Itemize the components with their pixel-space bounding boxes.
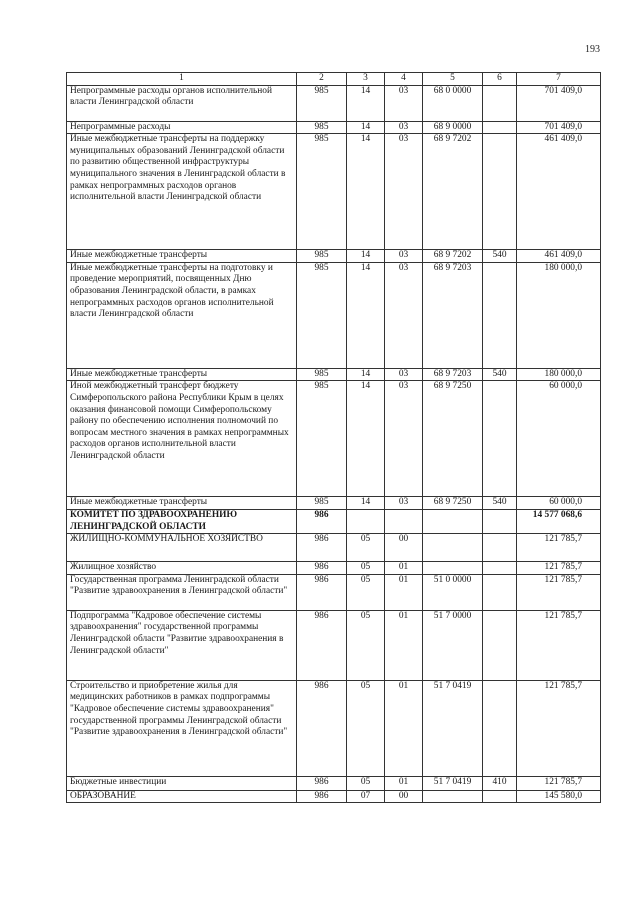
row-code-subsection: 03 [385, 121, 423, 134]
row-name: Иные межбюджетные трансферты на подготовку и проведение мероприятий, посвященных Дню образования Ленинградской области, в рамках непрограммных расходов органов исполнительной власти Ленинградской области [67, 262, 297, 368]
row-code-section: 05 [347, 680, 385, 776]
row-code-target: 51 7 0419 [423, 776, 483, 790]
col-header: 1 [67, 73, 297, 86]
row-amount: 121 785,7 [517, 610, 601, 680]
row-code-subsection: 01 [385, 680, 423, 776]
table-row [67, 562, 601, 575]
row-name: ОБРАЗОВАНИЕ [67, 790, 297, 803]
row-code-subsection: 03 [385, 250, 423, 263]
row-code-section: 14 [347, 262, 385, 368]
row-code-admin: 985 [297, 134, 347, 250]
row-code-section: 07 [347, 790, 385, 803]
col-header: 3 [347, 73, 385, 86]
row-name: Иной межбюджетный трансферт бюджету Симферопольского района Республики Крым в целях оказания финансовой помощи Симферопольскому району по обеспечению исполнения полномочий по вопросам местного значения в рамках непрограммных расходов органов исполнительной власти Ленинградской области [67, 381, 297, 497]
row-code-subsection: 01 [385, 562, 423, 575]
table-row [67, 262, 601, 368]
table-row [67, 85, 601, 121]
row-code-admin: 985 [297, 368, 347, 381]
row-code-target: 51 0 0000 [423, 574, 483, 610]
row-name: Непрограммные расходы органов исполнительной власти Ленинградской области [67, 85, 297, 121]
row-code-type [483, 574, 517, 610]
row-name: Иные межбюджетные трансферты [67, 368, 297, 381]
row-code-target: 68 9 7202 [423, 250, 483, 263]
row-name: Иные межбюджетные трансферты [67, 497, 297, 510]
row-amount: 461 409,0 [517, 134, 601, 250]
row-code-type [483, 562, 517, 575]
table-row [67, 574, 601, 610]
col-header: 6 [483, 73, 517, 86]
row-code-target [423, 790, 483, 803]
row-code-subsection: 03 [385, 368, 423, 381]
col-header: 4 [385, 73, 423, 86]
table-row [67, 776, 601, 790]
table-row [67, 680, 601, 776]
row-name: Иные межбюджетные трансферты [67, 250, 297, 263]
row-code-subsection: 01 [385, 776, 423, 790]
row-code-target: 51 7 0419 [423, 680, 483, 776]
row-amount: 121 785,7 [517, 776, 601, 790]
row-code-target [423, 562, 483, 575]
row-amount: 180 000,0 [517, 262, 601, 368]
table-row [67, 790, 601, 803]
row-code-admin: 986 [297, 610, 347, 680]
table-row [67, 134, 601, 250]
row-code-type: 540 [483, 250, 517, 263]
row-name: Подпрограмма "Кадровое обеспечение системы здравоохранения" государственной программы Ленинградской области "Развитие здравоохранения в Ленинградской области" [67, 610, 297, 680]
row-code-target: 68 9 7203 [423, 262, 483, 368]
row-code-admin: 985 [297, 85, 347, 121]
row-code-type: 410 [483, 776, 517, 790]
row-code-target: 51 7 0000 [423, 610, 483, 680]
row-code-admin: 986 [297, 562, 347, 575]
row-amount: 461 409,0 [517, 250, 601, 263]
row-amount: 121 785,7 [517, 574, 601, 610]
col-header: 2 [297, 73, 347, 86]
col-header: 7 [517, 73, 601, 86]
row-code-type [483, 121, 517, 134]
table-row [67, 509, 601, 533]
row-code-admin: 986 [297, 680, 347, 776]
row-code-subsection [385, 509, 423, 533]
row-code-section: 14 [347, 134, 385, 250]
row-code-type [483, 790, 517, 803]
row-code-subsection: 03 [385, 497, 423, 510]
row-code-target: 68 9 0000 [423, 121, 483, 134]
row-name: Жилищное хозяйство [67, 562, 297, 575]
row-code-type [483, 381, 517, 497]
row-code-type: 540 [483, 368, 517, 381]
row-code-section: 14 [347, 121, 385, 134]
row-code-admin: 985 [297, 262, 347, 368]
row-name: Непрограммные расходы [67, 121, 297, 134]
row-code-section: 05 [347, 562, 385, 575]
table-row [67, 534, 601, 562]
row-code-section [347, 509, 385, 533]
row-amount: 60 000,0 [517, 381, 601, 497]
row-code-section: 14 [347, 497, 385, 510]
row-amount: 701 409,0 [517, 85, 601, 121]
row-code-section: 05 [347, 776, 385, 790]
row-code-subsection: 03 [385, 262, 423, 368]
row-code-subsection: 01 [385, 574, 423, 610]
row-code-type [483, 610, 517, 680]
row-code-section: 05 [347, 574, 385, 610]
row-code-subsection: 00 [385, 534, 423, 562]
row-code-section: 14 [347, 368, 385, 381]
row-code-target: 68 9 7250 [423, 497, 483, 510]
row-amount: 121 785,7 [517, 562, 601, 575]
row-code-type [483, 85, 517, 121]
row-name: КОМИТЕТ ПО ЗДРАВООХРАНЕНИЮ ЛЕНИНГРАДСКОЙ ОБЛАСТИ [67, 509, 297, 533]
row-code-target: 68 9 7250 [423, 381, 483, 497]
row-amount: 701 409,0 [517, 121, 601, 134]
row-code-admin: 985 [297, 250, 347, 263]
row-amount: 121 785,7 [517, 680, 601, 776]
row-code-target: 68 0 0000 [423, 85, 483, 121]
header-row [67, 73, 601, 86]
row-code-type [483, 680, 517, 776]
row-code-subsection: 00 [385, 790, 423, 803]
table-row [67, 121, 601, 134]
row-code-type [483, 134, 517, 250]
row-code-type: 540 [483, 497, 517, 510]
row-code-subsection: 03 [385, 134, 423, 250]
budget-table [66, 72, 601, 803]
row-amount: 121 785,7 [517, 534, 601, 562]
row-code-admin: 986 [297, 574, 347, 610]
row-name: ЖИЛИЩНО-КОММУНАЛЬНОЕ ХОЗЯЙСТВО [67, 534, 297, 562]
row-code-subsection: 03 [385, 381, 423, 497]
col-header: 5 [423, 73, 483, 86]
page-number: 193 [585, 44, 600, 55]
row-amount: 180 000,0 [517, 368, 601, 381]
row-name: Строительство и приобретение жилья для медицинских работников в рамках подпрограммы "Кадровое обеспечение системы здравоохранения" государственной программы Ленинградской области "Развитие здравоохранения в Ленинградской области" [67, 680, 297, 776]
row-code-type [483, 509, 517, 533]
row-name: Иные межбюджетные трансферты на поддержку муниципальных образований Ленинградской области по развитию общественной инфраструктуры муниципального значения в Ленинградской области в рамках непрограммных расходов органов исполнительной власти Ленинградской области [67, 134, 297, 250]
row-name: Государственная программа Ленинградской области "Развитие здравоохранения в Ленинградской области" [67, 574, 297, 610]
row-code-admin: 985 [297, 121, 347, 134]
row-code-admin: 986 [297, 790, 347, 803]
row-code-target: 68 9 7203 [423, 368, 483, 381]
row-code-section: 05 [347, 610, 385, 680]
row-amount: 14 577 068,6 [517, 509, 601, 533]
row-code-admin: 986 [297, 509, 347, 533]
table-row [67, 381, 601, 497]
row-amount: 60 000,0 [517, 497, 601, 510]
table-row [67, 368, 601, 381]
row-code-subsection: 01 [385, 610, 423, 680]
table-row [67, 250, 601, 263]
row-code-type [483, 534, 517, 562]
table-row [67, 497, 601, 510]
row-code-admin: 985 [297, 497, 347, 510]
row-code-target [423, 534, 483, 562]
row-code-subsection: 03 [385, 85, 423, 121]
row-code-section: 14 [347, 85, 385, 121]
row-code-admin: 986 [297, 776, 347, 790]
row-code-target: 68 9 7202 [423, 134, 483, 250]
row-code-target [423, 509, 483, 533]
row-code-section: 05 [347, 534, 385, 562]
row-code-admin: 985 [297, 381, 347, 497]
row-code-type [483, 262, 517, 368]
row-code-admin: 986 [297, 534, 347, 562]
row-amount: 145 580,0 [517, 790, 601, 803]
table-row [67, 610, 601, 680]
row-name: Бюджетные инвестиции [67, 776, 297, 790]
row-code-section: 14 [347, 381, 385, 497]
row-code-section: 14 [347, 250, 385, 263]
